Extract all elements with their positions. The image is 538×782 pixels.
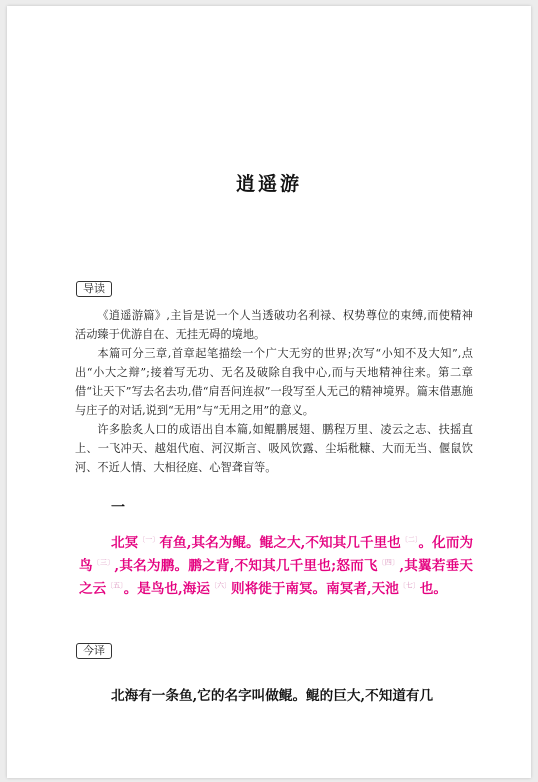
footnote-marker: 〔二〕	[400, 535, 419, 544]
footnote-marker: 〔六〕	[209, 581, 231, 590]
original-segment: 则将徙于南冥。南冥者,天池	[230, 581, 399, 597]
original-segment: 也。	[419, 581, 448, 597]
intro-paragraph: 许多脍炙人口的成语出自本篇,如鲲鹏展翅、鹏程万里、凌云之志、扶摇直上、一飞冲天、越俎代庖、河汉斯言、吸风饮露、尘垢秕糠、大而无当、偃鼠饮河、不近人情、大相径庭、心智聋盲等。	[75, 423, 473, 474]
chapter-number: 一	[111, 500, 125, 516]
intro-label: 导读	[76, 281, 112, 297]
original-segment: ,其名为鹏。鹏之背,不知其几千里也;怒而飞	[114, 558, 378, 574]
original-segment: ,其翼若垂天之云	[79, 558, 474, 597]
original-segment: 有鱼,其名为鲲。鲲之大,不知其几千里也	[159, 535, 401, 551]
intro-text	[75, 306, 473, 477]
intro-paragraph: 《逍遥游篇》,主旨是说一个人当透破功名利禄、权势尊位的束缚,而使精神活动臻于优游自在、无挂无碍的境地。	[75, 309, 473, 341]
original-segment: 北冥	[110, 535, 139, 551]
footnote-marker: 〔三〕	[92, 558, 115, 567]
translation-text: 北海有一条鱼,它的名字叫做鲲。鲲的巨大,不知道有几	[111, 688, 434, 704]
footnote-marker: 〔四〕	[377, 558, 400, 567]
intro-paragraph: 本篇可分三章,首章起笔描绘一个广大无穷的世界;次写“小知不及大知”,点出“小大之辩”;接着写无功、无名及破除自我中心,而与天地精神往来。第二章借“让天下”写去名去功,借“肩吾问连叔”一段写至人无己的精神境界。篇末借惠施与庄子的对话,说到“无用”与“无用之用”的意义。	[75, 347, 473, 417]
footnote-marker: 〔五〕	[106, 581, 124, 590]
translation-label: 今译	[76, 643, 112, 659]
original-text	[79, 532, 473, 601]
page-title: 逍遥游	[235, 173, 302, 195]
footnote-marker: 〔一〕	[138, 535, 160, 544]
original-segment: 。化而为鸟	[79, 535, 474, 574]
original-segment: 。是鸟也,海运	[123, 581, 210, 597]
book-page	[7, 6, 531, 778]
footnote-marker: 〔七〕	[398, 581, 420, 590]
